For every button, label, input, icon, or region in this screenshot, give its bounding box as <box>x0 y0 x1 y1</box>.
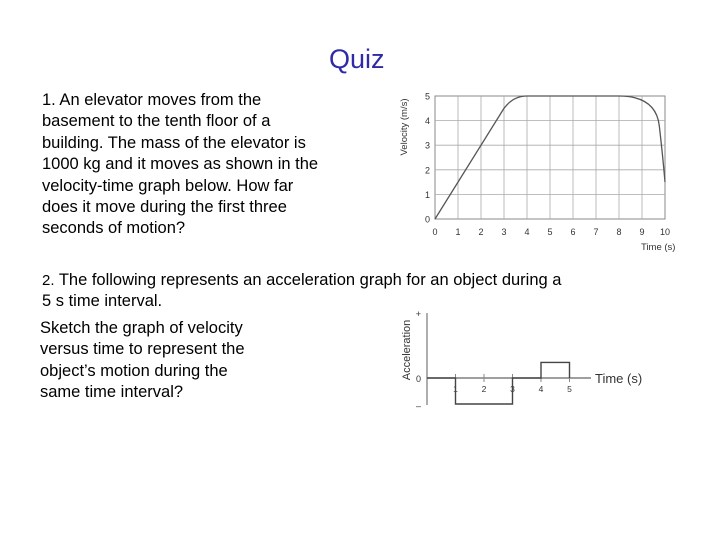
question-1-text: 1. An elevator moves from the basement to the tenth floor of a building. The mass of the elevator is 1000 kg and it moves as shown in the velocity-time graph below. How far does it move during the first three seconds of motion? <box>42 91 319 238</box>
y-tick-label: 1 <box>424 189 430 200</box>
acc-x-tick-label: 1 <box>453 384 458 394</box>
velocity-time-graph <box>395 86 685 256</box>
acc-y-tick-label: – <box>415 401 421 411</box>
velocity-grid <box>435 96 665 219</box>
y-tick-label: 3 <box>424 140 430 151</box>
y-tick-label: 0 <box>424 214 430 225</box>
question-2-text: The following represents an acceleration graph for an object during a 5 s time interval. <box>42 271 562 311</box>
acc-y-tick-label: + <box>415 309 421 319</box>
time-axis-label: Time (s) <box>641 242 676 253</box>
x-tick-label: 4 <box>524 227 530 237</box>
acc-x-tick-label: 3 <box>510 384 515 394</box>
x-tick-label: 3 <box>501 227 507 237</box>
velocity-axis-label: Velocity (m/s) <box>399 98 410 156</box>
x-tick-label: 5 <box>547 227 553 237</box>
acceleration-graph <box>395 305 675 415</box>
velocity-y-ticks <box>425 92 430 225</box>
acc-x-tick-label: 2 <box>481 384 487 394</box>
x-tick-label: 8 <box>616 227 622 237</box>
acceleration-series-line <box>427 362 570 404</box>
y-tick-label: 2 <box>424 165 430 176</box>
acceleration-axis-label: Acceleration <box>401 319 413 381</box>
x-tick-label: 7 <box>593 227 599 237</box>
question-2-number: 2. <box>42 272 55 289</box>
acc-x-tick-label: 4 <box>538 384 544 394</box>
y-tick-label: 4 <box>424 116 430 127</box>
x-tick-label: 1 <box>455 227 461 237</box>
velocity-x-ticks <box>432 227 670 237</box>
x-tick-label: 9 <box>639 227 645 237</box>
x-tick-label: 10 <box>659 227 671 237</box>
acc-y-tick-label: 0 <box>415 374 421 384</box>
acc-x-tick-label: 5 <box>567 384 572 394</box>
page-title: Quiz <box>329 44 385 74</box>
x-tick-label: 2 <box>478 227 484 237</box>
acceleration-y-ticks <box>416 309 421 411</box>
y-tick-label: 5 <box>424 91 430 102</box>
acceleration-time-label: Time (s) <box>595 371 643 386</box>
question-2-prompt: Sketch the graph of velocity versus time to represent the object’s motion during the same time interval? <box>40 319 245 402</box>
x-tick-label: 0 <box>432 227 438 237</box>
x-tick-label: 6 <box>570 227 576 237</box>
